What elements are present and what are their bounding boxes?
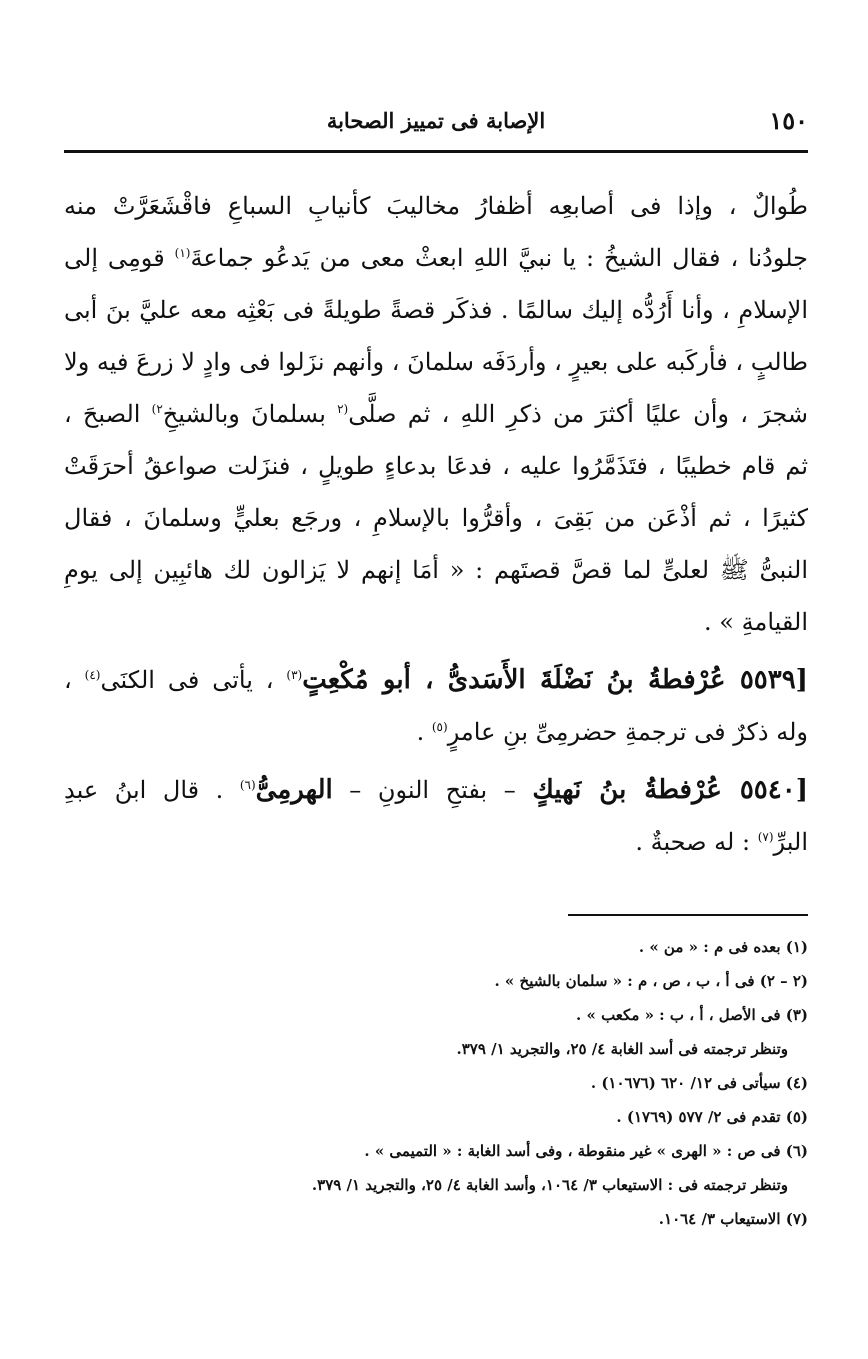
footnote: (٧) الاستيعاب ٣/ ١٠٦٤.	[658, 1210, 808, 1228]
footnote-ref: (٢	[337, 402, 349, 416]
entry-name: عُرْفطةُ بنُ نَضْلَةَ الأَسَدىُّ ، أبو مُكْعِتٍ	[302, 665, 740, 695]
entry-number: [٥٥٣٩	[739, 665, 808, 695]
entry-text: البرِّ	[773, 828, 808, 856]
body-text	[64, 180, 808, 868]
footnote: (٤) سيأتى فى ١٢/ ٦٢٠ (١٠٦٧٦) .	[590, 1074, 808, 1092]
entry-text: .	[416, 718, 432, 746]
text-line-part: بسلمانَ وبالشيخِ	[162, 400, 338, 428]
footnotes	[64, 930, 808, 1236]
text-line-part: شجرَ ، وأن عليًا أكثرَ من ذكرِ اللهِ ، ثم صلَّى	[348, 400, 808, 428]
text-line	[64, 232, 808, 284]
entry-5539-line	[64, 654, 808, 706]
text-line-part: الصبحَ ،	[64, 400, 152, 428]
footnote-ref: (١)	[174, 246, 191, 260]
footnote: (٥) تقدم فى ٢/ ٥٧٧ (١٧٦٩) .	[616, 1108, 808, 1126]
footnote: (١) بعده فى م : « من » .	[638, 938, 808, 956]
footnote-ref: (٦)	[239, 778, 256, 792]
text-line	[64, 388, 808, 440]
entry-text: : له صحبةٌ .	[635, 828, 758, 856]
entry-5539-line	[64, 706, 808, 758]
footnote-rule	[568, 914, 808, 916]
text-line: طُوالٌ ، وإذا فى أصابعِه أظفارُ مخاليبَ كأنيابِ السباعِ فاقْشَعَرَّتْ منه	[64, 192, 808, 220]
running-header	[64, 106, 808, 142]
text-line: النبىُّ ﷺ لعلىٍّ لما قصَّ قصتَهم : « أمَا إنهم لا يَزالون لك هائبِين إلى يومِ	[64, 556, 808, 584]
footnote: (٣) فى الأصل ، أ ، ب : « مكعب » .	[576, 1006, 808, 1024]
entry-5540-line	[64, 816, 808, 868]
page-number: ١٥٠	[769, 106, 808, 135]
text-line-part: جلودُنا ، فقال الشيخُ : يا نبيَّ اللهِ ابعثْ معى من يَدعُو جماعةَ	[190, 244, 808, 272]
footnote-continuation: وتنظر ترجمته فى : الاستيعاب ٣/ ١٠٦٤، وأسد الغابة ٤/ ٢٥، والتجريد ١/ ٣٧٩.	[311, 1176, 788, 1194]
entry-text: . قال ابنُ عبدِ	[64, 776, 240, 804]
footnote: (٢ – ٢) فى أ ، ب ، ص ، م : « سلمان بالشيخ » .	[494, 972, 808, 990]
footnote-continuation: وتنظر ترجمته فى أسد الغابة ٤/ ٢٥، والتجريد ١/ ٣٧٩.	[456, 1040, 788, 1058]
text-line: القيامةِ » .	[704, 608, 808, 636]
text-line: طالبٍ ، فأركَبه على بعيرٍ ، وأردَفَه سلمانَ ، وأنهم نزَلوا فى وادٍ لا زرعَ فيه ولا	[64, 348, 808, 376]
entry-text: وله ذكرٌ فى ترجمةِ حضرمِىِّ بنِ عامرٍ	[447, 718, 808, 746]
footnote: (٦) فى ص : « الهرى » غير منقوطة ، وفى أسد الغابة : « التميمى » .	[364, 1142, 808, 1160]
entry-name: عُرْفطةُ بنُ نَهيكٍ	[532, 775, 740, 805]
entry-5540-line	[64, 764, 808, 816]
text-line: كثيرًا ، ثم أذْعَن من بَقِىَ ، وأقرُّوا بالإسلامِ ، ورجَع بعليٍّ وسلمانَ ، فقال	[64, 504, 808, 532]
footnote-ref: (٤)	[84, 668, 101, 682]
text-line: الإسلامِ ، وأنا أَرُدُّه إليك سالمًا . فذكَر قصةً طويلةً فى بَعْثِه معه عليَّ بنَ أبى	[64, 296, 808, 324]
entry-number: [٥٥٤٠	[739, 775, 808, 805]
footnote-ref: (٣)	[286, 668, 303, 682]
text-line: ثم قام خطيبًا ، فتَذَمَّرُوا عليه ، فدعَا بدعاءٍ طويلٍ ، فنزَلت صواعقُ أحرَقَتْ	[64, 452, 808, 480]
text-line-part: قومِى إلى	[64, 244, 175, 272]
footnote-ref: ٢)	[151, 402, 163, 416]
header-rule	[64, 150, 808, 153]
entry-nisba: الهرمِىُّ	[255, 775, 333, 805]
entry-text: ،	[64, 666, 85, 694]
book-title: الإصابة فى تمييز الصحابة	[326, 108, 546, 133]
entry-text: – بفتحِ النونِ –	[332, 776, 533, 804]
entry-text: ، يأتى فى الكنَى	[100, 666, 287, 694]
footnote-ref: (٧)	[757, 830, 774, 844]
footnote-ref: (٥)	[431, 720, 448, 734]
